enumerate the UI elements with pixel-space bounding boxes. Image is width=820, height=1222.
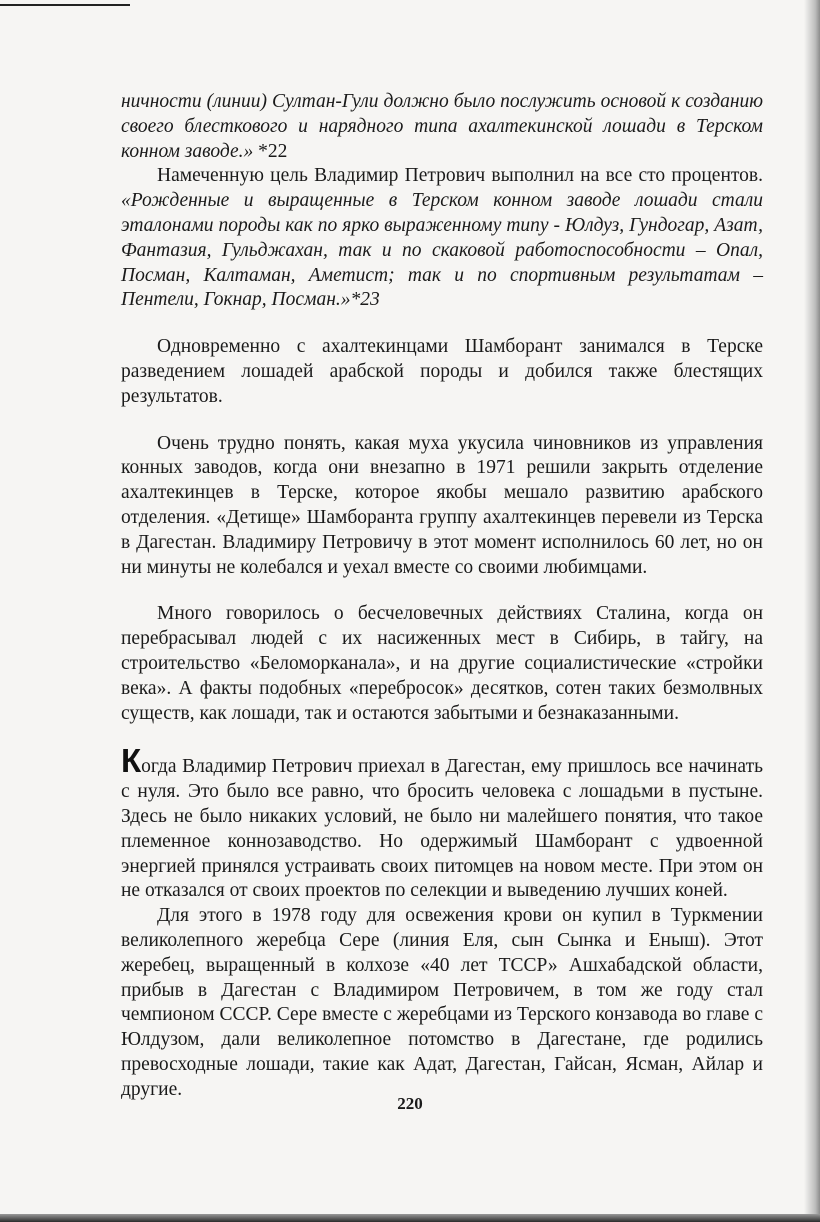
paragraph-goal-text: Намеченную цель Владимир Петрович выполнил на все сто процентов. bbox=[157, 165, 763, 187]
paragraph-dagestan-text: огда Владимир Петрович приехал в Дагестан, ему пришлось все начинать с нуля. Это было все равно, что бросить человека с лошадьми в пустыне. Здесь не было никаких условий, не было ни малейшего понятия, что такое племенное коннозаводство. Но одержимый Шамборант с удвоенной энергией принялся устраивать своих питомцев на новом месте. При этом он не отказался от своих проектов по селекции и выведению лучших коней. bbox=[121, 756, 763, 902]
paragraph-goal-quote: «Рожденные и выращенные в Терском конном заводе лошади стали эталонами породы как по ярко выраженному типу - Юлдуз, Гундогар, Азат, Фантазия, Гульджахан, так и по скаковой работоспособности – Опал, Посман, Калтаман, Аметист; так и по спортивным результатам – Пентели, Гокнар, Посман.»*23 bbox=[121, 190, 763, 311]
footnote-ref: *22 bbox=[253, 140, 288, 162]
scan-edge-line bbox=[0, 4, 130, 6]
paragraph-stalin: Много говорилось о бесчеловечных действиях Сталина, когда он перебрасывал людей с их насиженных мест в Сибирь, в тайгу, на строительство «Беломорканала», и на другие социалистические «стройки века». А факты подобных «перебросок» десятков, сотен таких безмолвных существ, как лошади, так и остаются забытыми и безнаказанными. bbox=[121, 603, 763, 724]
paragraph-quote-continuation bbox=[121, 90, 763, 164]
quote-text: ничности (линии) Султан-Гули должно было послужить основой к созданию своего блесткового и нарядного типа ахалтекинской лошади в Терском конном заводе.» bbox=[121, 91, 763, 162]
scan-page-shadow bbox=[804, 0, 820, 1222]
paragraph-dagestan bbox=[121, 742, 763, 904]
paragraph-officials: Очень трудно понять, какая муха укусила чиновников из управления конных заводов, когда они внезапно в 1971 решили закрыть отделение ахалтекинцев в Терске, которое якобы мешало развитию арабского отделения. «Детище» Шамборанта группу ахалтекинцев перевели из Терска в Дагестан. Владимиру Петровичу в этот момент исполнилось 60 лет, но он ни минуты не колебался и уехал вместе со своими любимцами. bbox=[121, 432, 763, 578]
page-body bbox=[121, 90, 763, 1102]
drop-cap: К bbox=[121, 742, 142, 780]
page-number: 220 bbox=[397, 1094, 423, 1113]
paragraph-arabian: Одновременно с ахалтекинцами Шамборант занимался в Терске разведением лошадей арабской породы и добился также блестящих результатов. bbox=[121, 336, 763, 407]
paragraph-sere: Для этого в 1978 году для освежения крови он купил в Туркмении великолепного жеребца Сере (линия Еля, сын Сынка и Еныш). Этот жеребец, выращенный в колхозе «40 лет ТССР» Ашхабадской области, прибыв в Дагестан с Владимиром Петровичем, в том же году стал чемпионом СССР. Сере вместе с жеребцами из Терского конзавода во главе с Юлдузом, дали великолепное потомство в Дагестане, где родились превосходные лошади, такие как Адат, Дагестан, Гайсан, Ясман, Айлар и другие. bbox=[121, 905, 763, 1100]
scan-bottom-edge bbox=[0, 1214, 820, 1222]
paragraph-goal bbox=[121, 164, 763, 313]
